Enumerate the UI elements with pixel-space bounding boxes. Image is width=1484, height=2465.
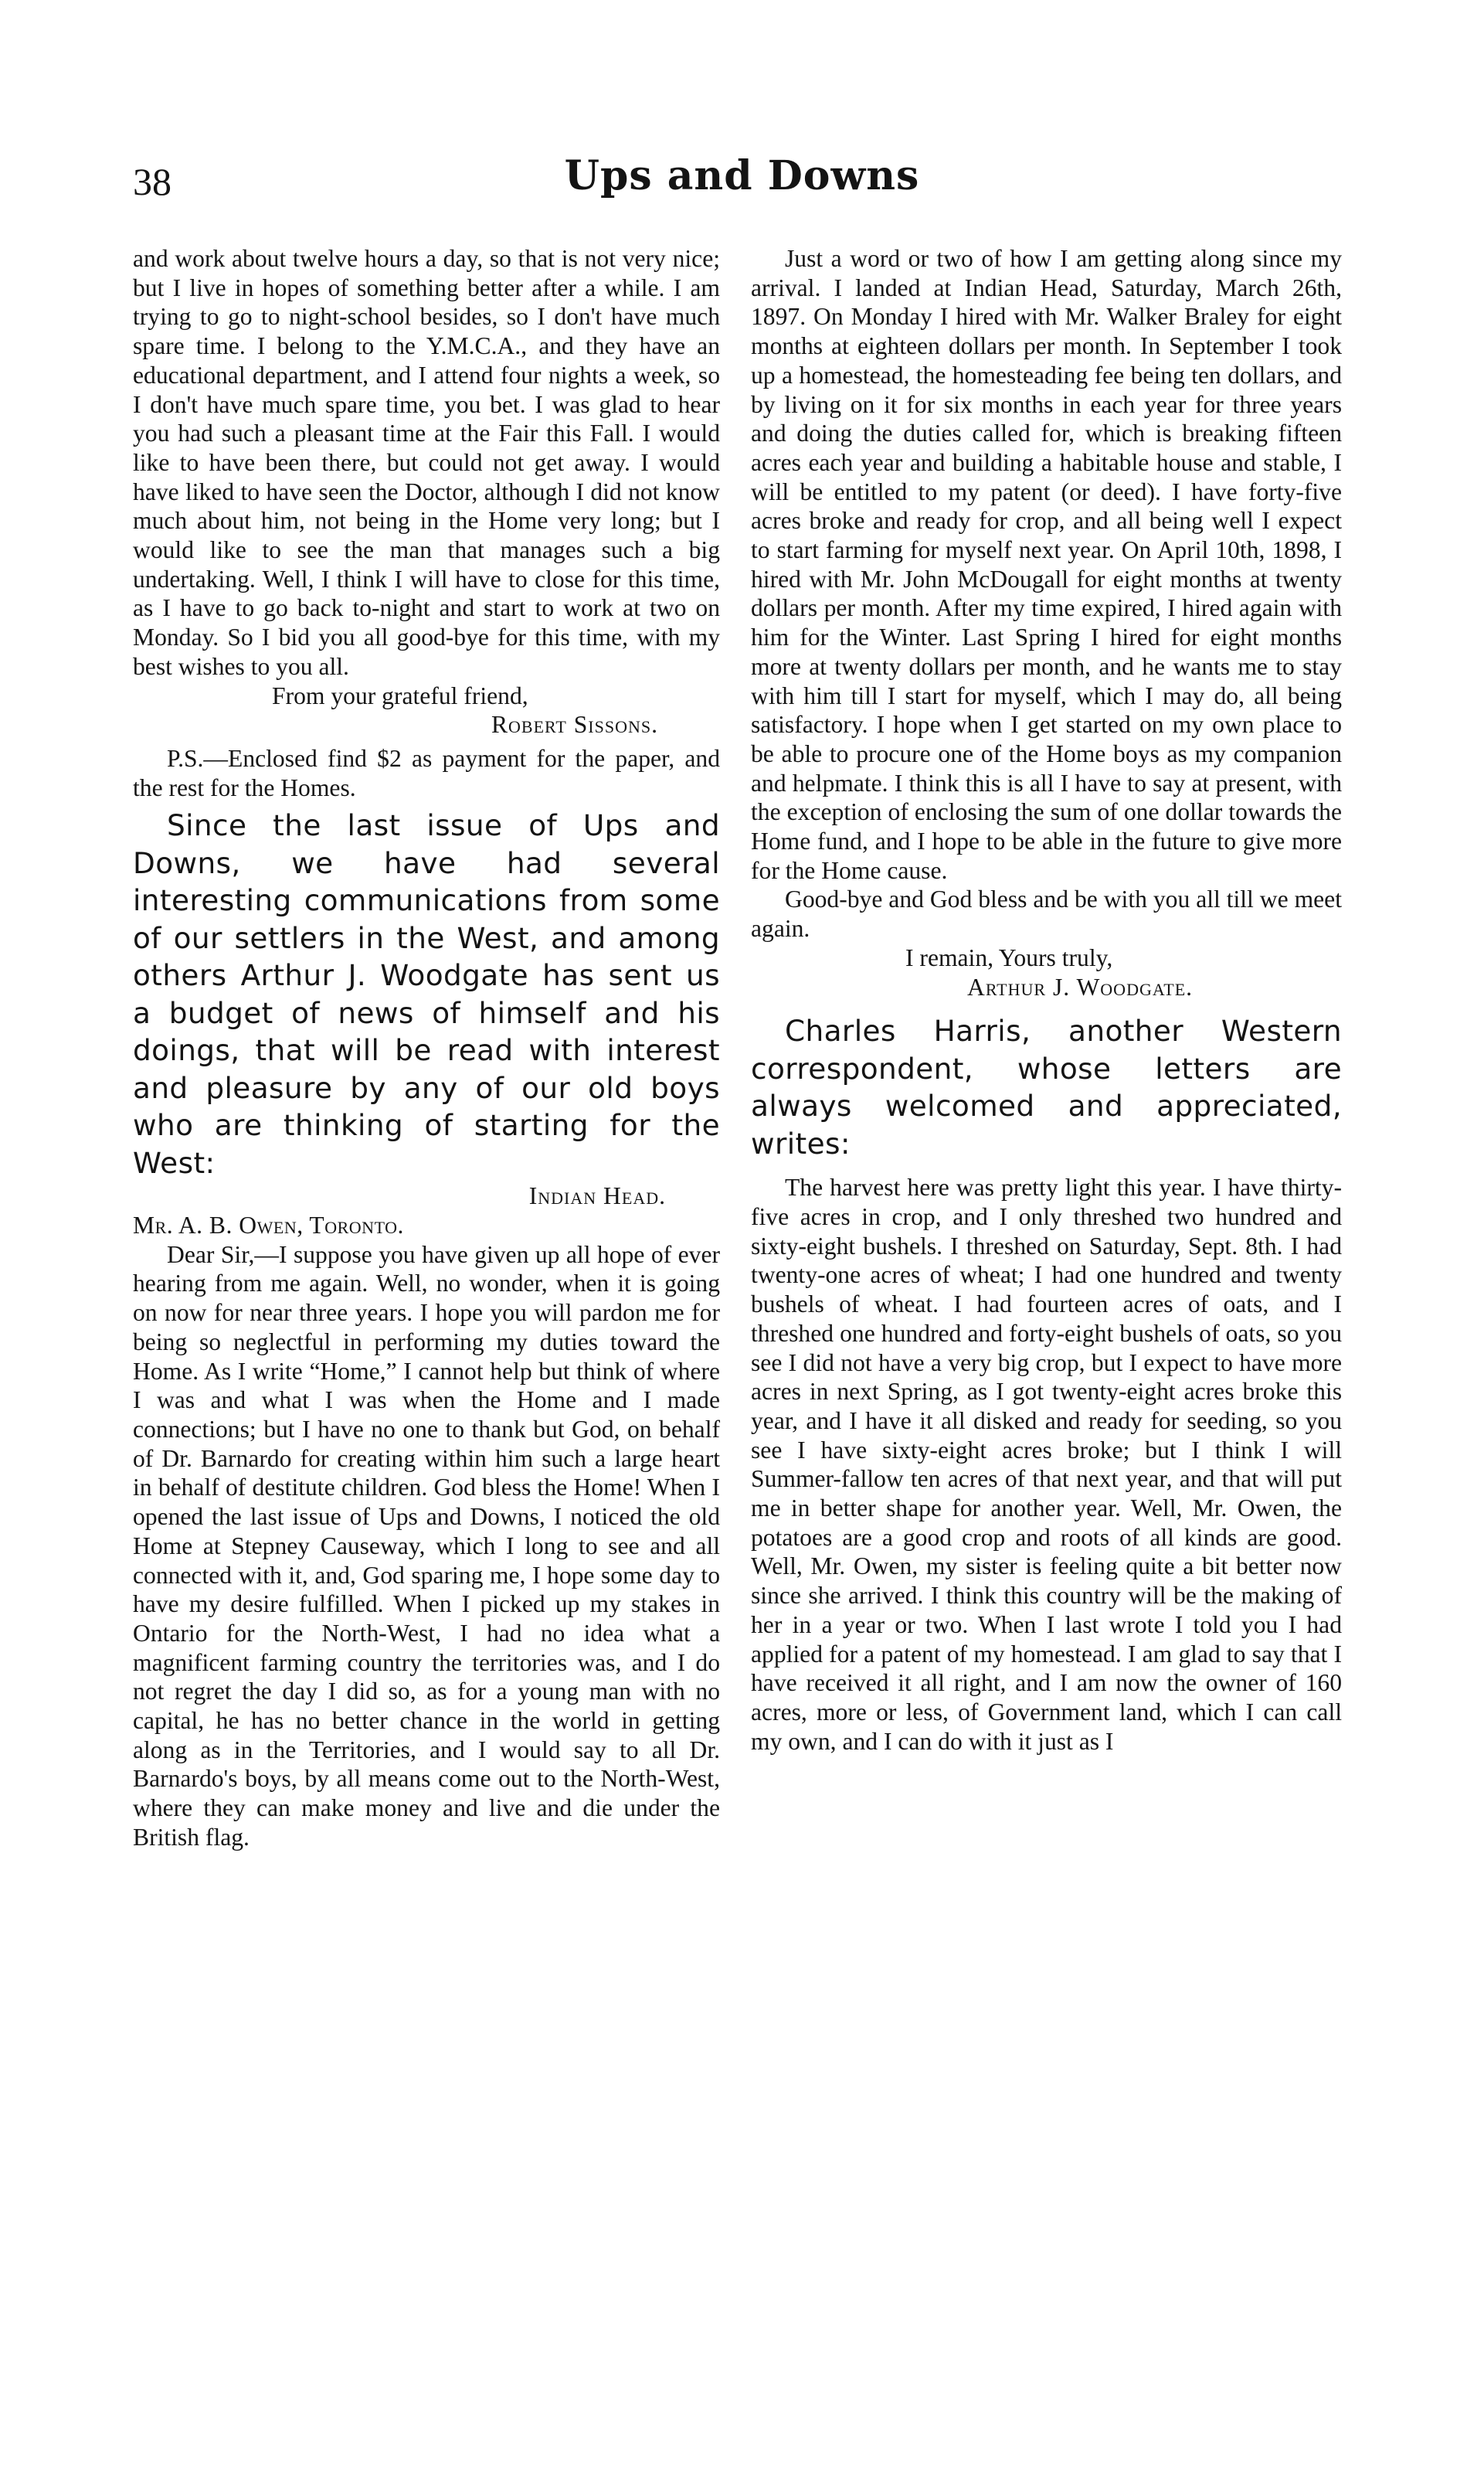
page-number: 38 (133, 160, 171, 203)
signature-text: Robert Sissons. (491, 711, 658, 739)
closing-text: From your grateful friend, (272, 682, 528, 709)
dateline-text: Indian Head. (528, 1182, 666, 1210)
dateline (133, 1182, 720, 1211)
closing-left (133, 682, 720, 711)
letter-continued-right: Just a word or two of how I am getting along since my arrival. I landed at Indian Head, Saturday, March 26th, 1897. On Monday I hired with Mr. Walker Braley for eight months at eighteen dollars per month. In September I took up a homestead, the homesteading fee being ten dollars, and by living on it for six months in each year for three years and doing the duties called for, which is breaking fifteen acres each year and building a habitable house and stable, I will be entitled to my patent (or deed). I have forty-five acres broke and ready for crop, and all being well I expect to start farming for myself next year. On April 10th, 1898, I hired with Mr. John McDougall for eight months at twenty dollars per month. After my time expired, I hired again with him for the Winter. Last Spring I hired for eight months more at twenty dollars per month, and he wants me to stay with him till I start for myself, which I may do, all being satisfactory. I hope when I get started on my own place to be able to procure one of the Home boys as my companion and helpmate. I think this is all I have to say at present, with the exception of enclosing the sum of one dollar towards the Home fund, and I hope to be able in the future to give more for the Home cause. (751, 245, 1342, 884)
closing-right (751, 944, 1342, 973)
letter-continued-left: and work about twelve hours a day, so that is not very nice; but I live in hopes of something better after a while. I am trying to go to night-school besides, so I don't have much spare time. I belong to the Y.M.C.A., and they have an educational department, and I attend four nights a week, so I don't have much spare time, you bet. I was glad to hear you had such a pleasant time at the Fair this Fall. I would like to have been there, but could not get away. I would have liked to have seen the Doctor, although I did not know much about him, not being in the Home very long; but I would like to see the man that manages such a big undertaking. Well, I think I will have to close for this time, as I have to go back to-night and start to work at two on Monday. So I bid you all good-bye for this time, with my best wishes to you all. (133, 245, 720, 680)
spacer (751, 1001, 1342, 1012)
editor-intro-harris: Charles Harris, another Western correspondent, whose letters are always welcomed and appreciated, writes: (751, 1014, 1342, 1161)
farewell: Good-bye and God bless and be with you all till we meet again. (751, 886, 1342, 943)
signature-text: Arthur J. Woodgate. (967, 973, 1194, 1001)
letter-body-harris: The harvest here was pretty light this year. I have thirty-five acres in crop, and I only threshed two hundred and sixty-eight bushels. I threshed on Saturday, Sept. 8th. I had twenty-one acres of wheat; I had one hundred and twenty bushels of wheat. I had fourteen acres of oats, and I threshed one hundred and forty-eight bushels of oats, so you see I did not have a very big crop, but I expect to have more acres in next Spring, as I got twenty-eight acres broke this year, and I have it all disked and ready for seeding, so you see I have sixty-eight acres broke; but I think I will Summer-fallow ten acres of that next year, and that will put me in better shape for another year. Well, Mr. Owen, the potatoes are a good crop and roots of all kinds are good. Well, Mr. Owen, my sister is feeling quite a bit better now since she arrived. I think this country will be the making of her in a year or two. When I last wrote I told you I had applied for a patent of my homestead. I am glad to say that I have received it all right, and I am now the owner of 160 acres, more or less, of Government land, which I can call my own, and I can do with it just as I (751, 1174, 1342, 1755)
letter-body-woodgate: Dear Sir,—I suppose you have given up all hope of ever hearing from me again. Well, no wonder, when it is going on now for near three years. I hope you will pardon me for being so neglectful in performing my duties toward the Home. As I write “Home,” I cannot help but think of where I was and what I was when the Home and I made connections; but I have no one to thank but God, on behalf of Dr. Barnardo for creating within him such a large heart in behalf of destitute children. God bless the Home! When I opened the last issue of Ups and Downs, I noticed the old Home at Stepney Causeway, which I long to see and all connected with it, and, God sparing me, I hope some day to have my desire fulfilled. When I picked up my stakes in Ontario for the North-West, I had no idea what a magnificent farming country the territories was, and I do not regret the day I did so, as for a young man with no capital, he has no better chance in the world in getting along as in the Territories, and I would say to all Dr. Barnardo's boys, by all means come out to the North-West, where they can make money and live and die under the British flag. (133, 1240, 720, 1851)
signature-sissons (133, 710, 720, 740)
left-column (133, 244, 720, 1852)
spacer (751, 1162, 1342, 1173)
postscript: P.S.—Enclosed find $2 as payment for the paper, and the rest for the Homes. (133, 744, 720, 801)
closing-text: I remain, Yours truly, (905, 944, 1113, 971)
right-column (751, 244, 1342, 1756)
running-title: Ups and Downs (564, 152, 920, 199)
signature-woodgate (751, 973, 1342, 1002)
editor-intro-woodgate: Since the last issue of Ups and Downs, we have had several interesting communications from some of our settlers in the West, and among others Arthur J. Woodgate has sent us a budget of news of himself and his doings, that will be read with interest and pleasure by any of our old boys who are thinking of starting for the West: (133, 808, 720, 1180)
address-line: Mr. A. B. Owen, Toronto. (133, 1212, 404, 1239)
